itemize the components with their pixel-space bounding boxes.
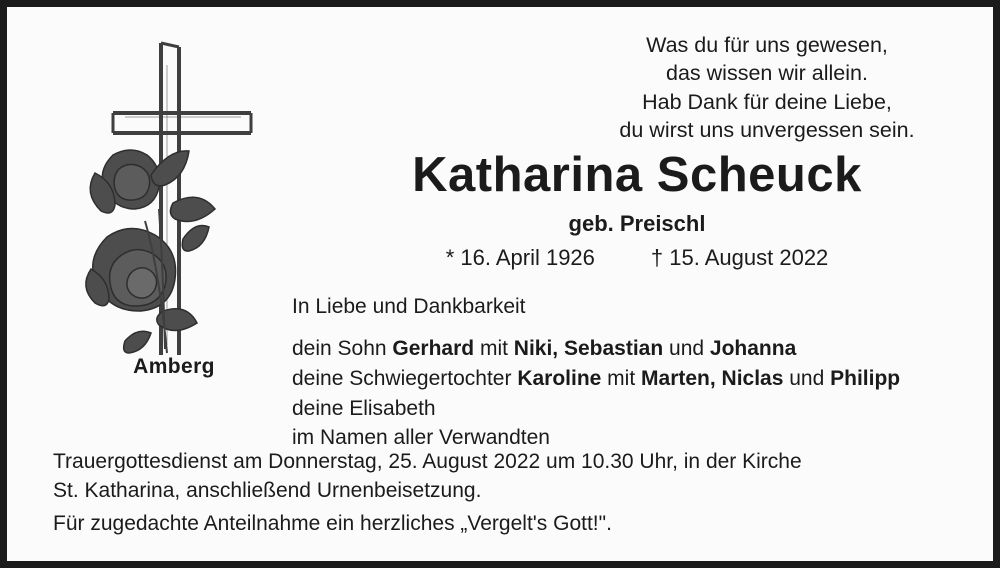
gratitude-line: In Liebe und Dankbarkeit [292, 295, 526, 318]
family-line [292, 364, 900, 394]
family-member-name: Johanna [709, 337, 797, 360]
birth-date: * 16. April 1926 [445, 245, 595, 270]
family-member-name: Karoline [517, 366, 602, 390]
family-line [292, 334, 900, 364]
maiden-name: geb. Preischl [568, 211, 706, 236]
family-text: dein Sohn [292, 337, 393, 360]
verse-line-1: Was du für uns gewesen, [646, 33, 888, 57]
deceased-name: Katharina Scheuck [412, 148, 862, 202]
life-dates [287, 245, 987, 271]
family-member-name: Niki, Sebastian [513, 337, 664, 360]
family-text: mit [474, 337, 514, 360]
family-text: und [663, 337, 710, 360]
verse-block [567, 31, 967, 145]
family-member-name: Philipp [830, 366, 901, 390]
service-line-2: St. Katharina, anschließend Urnenbeisetzung. [53, 479, 482, 503]
family-text: deine Schwiegertochter [292, 366, 518, 390]
family-text: mit [601, 366, 642, 390]
family-line [292, 394, 900, 424]
family-member-name: Gerhard [392, 337, 475, 360]
verse-line-3: Hab Dank für deine Liebe, [642, 89, 892, 114]
family-text: und [783, 366, 831, 390]
family-text: deine Elisabeth [292, 396, 436, 420]
family-text: im Namen aller Verwandten [292, 426, 550, 450]
closing-line: Für zugedachte Anteilnahme ein herzliches „Vergelt's Gott!". [53, 512, 612, 535]
service-line-1: Trauergottesdienst am Donnerstag, 25. August 2022 um 10.30 Uhr, in der Kirche [53, 450, 802, 473]
verse-line-4: du wirst uns unvergessen sein. [619, 118, 915, 143]
family-block [292, 334, 900, 453]
cross-with-roses-icon [55, 25, 275, 385]
service-info [53, 447, 963, 506]
death-date: † 15. August 2022 [650, 245, 829, 270]
family-member-name: Marten, Niclas [641, 366, 784, 390]
place-name: Amberg [133, 355, 215, 378]
verse-line-2: das wissen wir allein. [666, 61, 868, 86]
notice-inner [7, 7, 993, 561]
